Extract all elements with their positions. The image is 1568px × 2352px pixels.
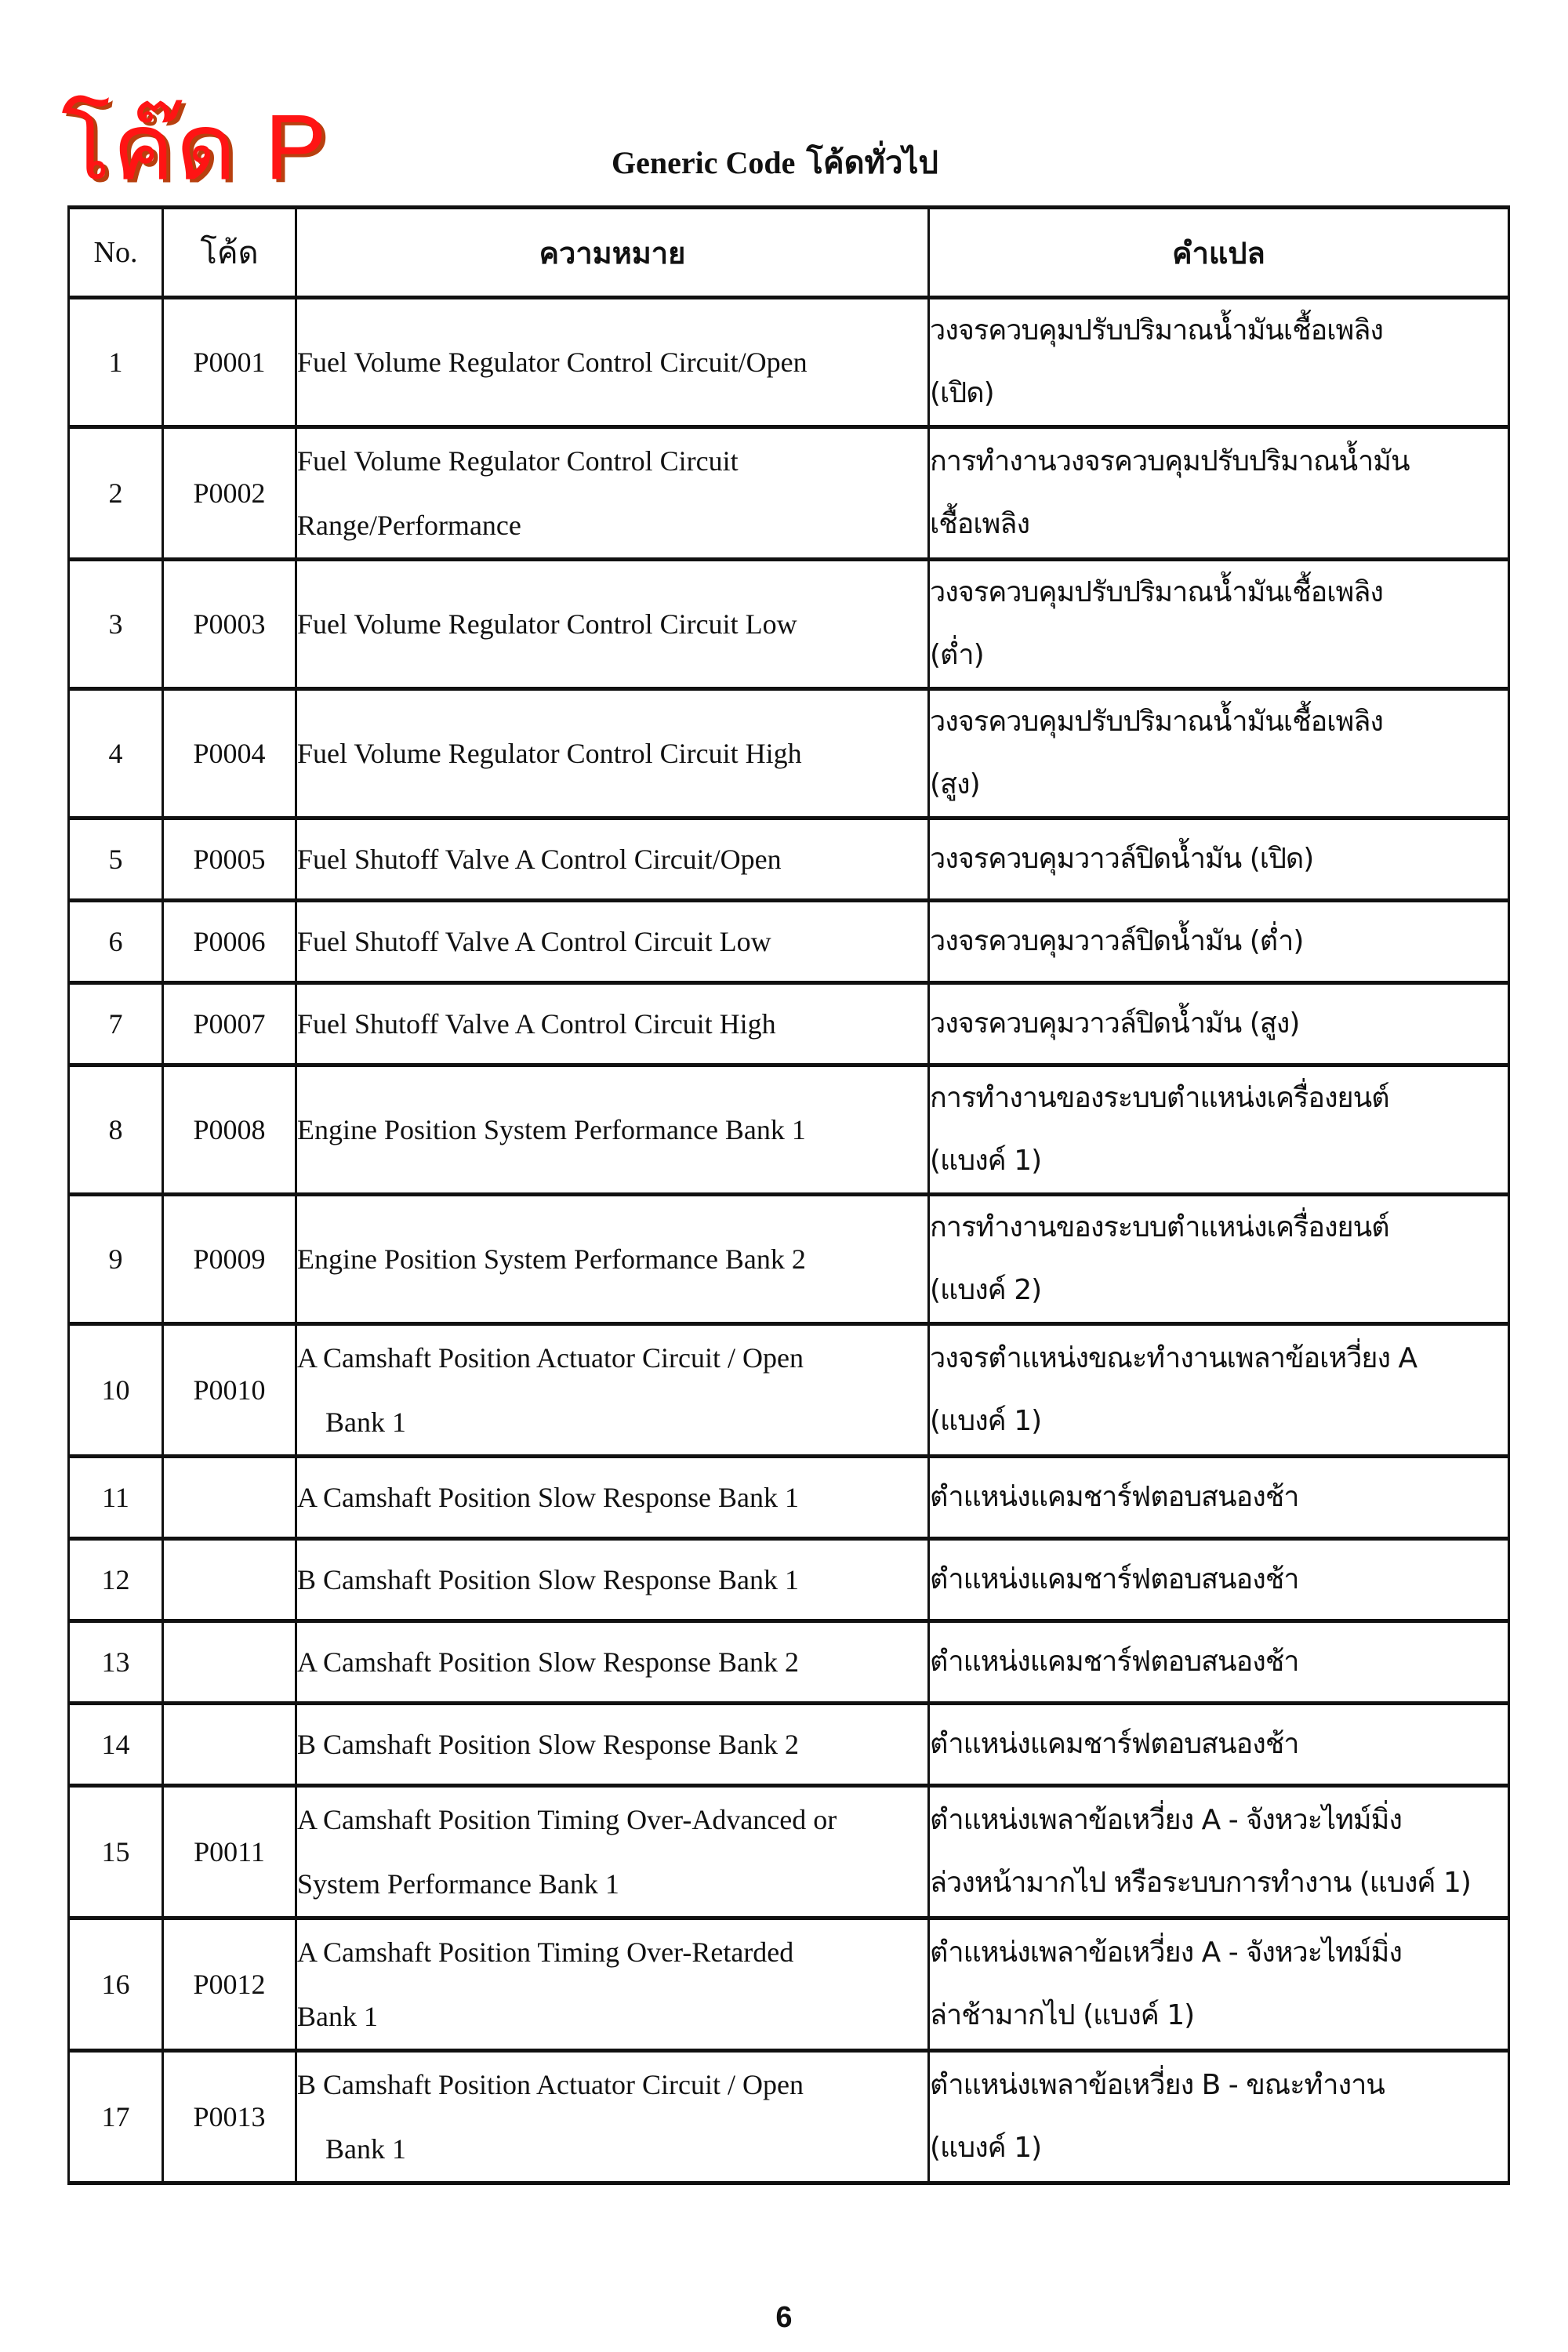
translation-line: ตำแหน่งเพลาข้อเหวี่ยง A - จังหวะไทม์มิ่ง [930,1804,1402,1836]
table-row [69,298,1509,427]
translation-line: ตำแหน่งแคมชาร์ฟตอบสนองช้า [930,1481,1299,1513]
meaning-line: Fuel Volume Regulator Control Circuit [297,445,739,477]
row-translation [929,1457,1509,1539]
row-meaning [296,1065,929,1195]
row-translation [929,1539,1509,1621]
meaning-line: A Camshaft Position Slow Response Bank 1 [297,1482,800,1513]
table-row [69,818,1509,901]
meaning-line: Engine Position System Performance Bank 2 [297,1243,806,1275]
row-number: 14 [69,1704,163,1786]
meaning-line: Fuel Volume Regulator Control Circuit/Open [297,347,808,378]
translation-line: (แบงค์ 1) [930,1145,1042,1177]
translation-line: การทำงานวงจรควบคุมปรับปริมาณน้ำมัน [930,445,1410,477]
table-row [69,1457,1509,1539]
row-number: 17 [69,2051,163,2183]
header-translation: คำแปล [929,208,1509,298]
row-number: 5 [69,818,163,901]
table-row [69,1539,1509,1621]
translation-line: การทำงานของระบบตำแหน่งเครื่องยนต์ [930,1211,1389,1243]
row-number: 10 [69,1324,163,1457]
row-number: 9 [69,1195,163,1324]
meaning-line: A Camshaft Position Timing Over-Advanced or [297,1804,837,1835]
table-header-row [69,208,1509,298]
meaning-line: B Camshaft Position Slow Response Bank 2 [297,1729,800,1760]
row-meaning [296,901,929,983]
translation-line: ตำแหน่งเพลาข้อเหวี่ยง B - ขณะทำงาน [930,2069,1385,2101]
translation-line: ตำแหน่งเพลาข้อเหวี่ยง A - จังหวะไทม์มิ่ง [930,1936,1402,1969]
row-code: P0007 [163,983,296,1065]
row-code: P0013 [163,2051,296,2183]
table-row [69,983,1509,1065]
meaning-line: Fuel Volume Regulator Control Circuit High [297,738,802,769]
row-number: 4 [69,689,163,818]
row-meaning [296,560,929,689]
translation-line: (แบงค์ 1) [930,1405,1042,1437]
row-code: P0008 [163,1065,296,1195]
translation-line: ล่าช้ามากไป (แบงค์ 1) [930,1999,1195,2031]
row-code: P0011 [163,1786,296,1918]
table-row [69,901,1509,983]
row-meaning [296,2051,929,2183]
meaning-line: Fuel Shutoff Valve A Control Circuit Low [297,926,771,957]
translation-line: (แบงค์ 1) [930,2132,1042,2164]
row-code: P0005 [163,818,296,901]
translation-line: ตำแหน่งแคมชาร์ฟตอบสนองช้า [930,1646,1299,1678]
row-code: P0012 [163,1918,296,2051]
translation-line: วงจรตำแหน่งขณะทำงานเพลาข้อเหวี่ยง A [930,1342,1417,1374]
generic-code-table [67,205,1510,2185]
header-no: No. [69,208,163,298]
row-number: 16 [69,1918,163,2051]
row-number: 3 [69,560,163,689]
subtitle-english: Generic Code [612,145,796,180]
row-number: 6 [69,901,163,983]
row-meaning [296,1539,929,1621]
row-code: P0001 [163,298,296,427]
row-number: 15 [69,1786,163,1918]
meaning-line: Fuel Shutoff Valve A Control Circuit/Open [297,844,782,875]
row-number: 13 [69,1621,163,1704]
row-translation [929,983,1509,1065]
row-meaning [296,298,929,427]
row-translation [929,2051,1509,2183]
row-number: 12 [69,1539,163,1621]
translation-line: วงจรควบคุมปรับปริมาณน้ำมันเชื้อเพลิง [930,314,1383,347]
translation-line: (แบงค์ 2) [930,1274,1042,1306]
translation-line: (ต่ำ) [930,639,984,671]
meaning-line: Fuel Volume Regulator Control Circuit Low [297,608,797,640]
table-row [69,1065,1509,1195]
row-code: P0003 [163,560,296,689]
translation-line: ตำแหน่งแคมชาร์ฟตอบสนองช้า [930,1728,1299,1760]
row-meaning [296,1195,929,1324]
translation-line: ตำแหน่งแคมชาร์ฟตอบสนองช้า [930,1563,1299,1595]
translation-line: วงจรควบคุมวาวล์ปิดน้ำมัน (สูง) [930,1007,1300,1040]
meaning-line: Range/Performance [297,510,521,541]
row-code: P0010 [163,1324,296,1457]
table-body [69,298,1509,2183]
row-code: P0009 [163,1195,296,1324]
meaning-line: B Camshaft Position Slow Response Bank 1 [297,1564,800,1595]
row-translation [929,818,1509,901]
subtitle-thai: โค้ดทั่วไป [806,145,938,180]
translation-line: วงจรควบคุมปรับปริมาณน้ำมันเชื้อเพลิง [930,706,1383,738]
row-code: P0004 [163,689,296,818]
meaning-line: A Camshaft Position Timing Over-Retarded [297,1936,794,1968]
translation-line: วงจรควบคุมวาวล์ปิดน้ำมัน (ต่ำ) [930,925,1304,957]
row-code [163,1621,296,1704]
meaning-line: Fuel Shutoff Valve A Control Circuit High [297,1008,776,1040]
row-code [163,1704,296,1786]
row-translation [929,1621,1509,1704]
translation-line: (เปิด) [930,377,994,409]
row-meaning [296,689,929,818]
row-translation [929,689,1509,818]
row-translation [929,298,1509,427]
section-subtitle [612,141,938,185]
row-number: 2 [69,427,163,560]
header-meaning: ความหมาย [296,208,929,298]
row-meaning [296,1621,929,1704]
table-row [69,560,1509,689]
row-translation [929,427,1509,560]
meaning-line: Engine Position System Performance Bank 1 [297,1114,806,1145]
translation-line: การทำงานของระบบตำแหน่งเครื่องยนต์ [930,1082,1389,1114]
row-translation [929,901,1509,983]
meaning-line: System Performance Bank 1 [297,1868,619,1900]
table-row [69,689,1509,818]
page-title-code-p: โค๊ด P [61,96,328,199]
meaning-line: B Camshaft Position Actuator Circuit / Open [297,2069,804,2100]
meaning-line: A Camshaft Position Actuator Circuit / Open [297,1342,804,1374]
row-number: 7 [69,983,163,1065]
table-row [69,1324,1509,1457]
table-row [69,427,1509,560]
row-meaning [296,983,929,1065]
row-code: P0002 [163,427,296,560]
translation-line: ล่วงหน้ามากไป หรือระบบการทำงาน (แบงค์ 1) [930,1867,1471,1899]
row-meaning [296,1704,929,1786]
page-number: 6 [775,2301,793,2334]
meaning-line: Bank 1 [325,1406,406,1438]
meaning-line: Bank 1 [325,2133,406,2165]
row-translation [929,1786,1509,1918]
row-translation [929,1704,1509,1786]
row-translation [929,1065,1509,1195]
row-code [163,1457,296,1539]
row-meaning [296,1324,929,1457]
translation-line: (สูง) [930,768,980,800]
row-meaning [296,427,929,560]
row-translation [929,1195,1509,1324]
table-row [69,1195,1509,1324]
table-row [69,1621,1509,1704]
row-number: 1 [69,298,163,427]
row-translation [929,1324,1509,1457]
translation-line: เชื้อเพลิง [930,508,1030,540]
table-row [69,1918,1509,2051]
row-code [163,1539,296,1621]
row-translation [929,1918,1509,2051]
row-code: P0006 [163,901,296,983]
table-row [69,2051,1509,2183]
header-code: โค้ด [163,208,296,298]
table-row [69,1704,1509,1786]
row-meaning [296,1918,929,2051]
row-meaning [296,1457,929,1539]
translation-line: วงจรควบคุมวาวล์ปิดน้ำมัน (เปิด) [930,843,1314,875]
row-number: 8 [69,1065,163,1195]
row-meaning [296,818,929,901]
meaning-line: A Camshaft Position Slow Response Bank 2 [297,1646,800,1678]
translation-line: วงจรควบคุมปรับปริมาณน้ำมันเชื้อเพลิง [930,576,1383,608]
meaning-line: Bank 1 [297,2001,378,2032]
row-number: 11 [69,1457,163,1539]
table-row [69,1786,1509,1918]
row-translation [929,560,1509,689]
row-meaning [296,1786,929,1918]
